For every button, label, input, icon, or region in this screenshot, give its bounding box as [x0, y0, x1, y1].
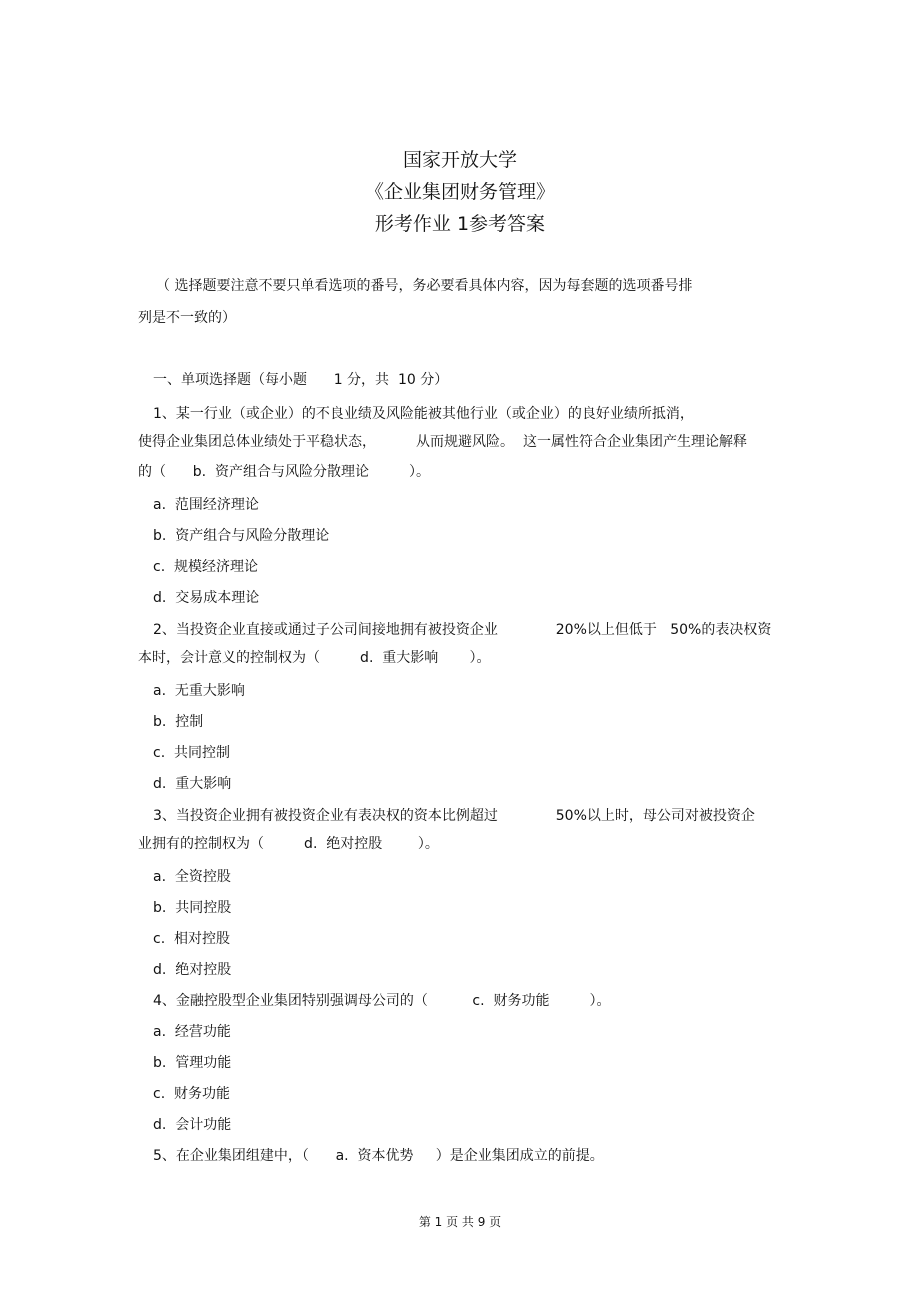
question-4-option-c: c. 财务功能: [153, 1086, 231, 1102]
note-line-2: 列是不一致的）: [138, 310, 236, 326]
question-3-line-2: 业拥有的控制权为（ d. 绝对控股 ）。: [138, 836, 439, 852]
question-1-line-2: 使得企业集团总体业绩处于平稳状态， 从而规避风险。 这一属性符合企业集团产生理论解释: [138, 434, 747, 450]
question-2-option-b: b. 控制: [153, 714, 204, 730]
question-3-option-c: c. 相对控股: [153, 931, 231, 947]
question-2-option-d: d. 重大影响: [153, 776, 232, 792]
question-1-option-b: b. 资产组合与风险分散理论: [153, 528, 330, 544]
question-2-line-1: 2、当投资企业直接或通过子公司间接地拥有被投资企业 20%以上但低于 50%的表决权资: [153, 622, 772, 638]
question-4-option-d: d. 会计功能: [153, 1117, 232, 1133]
question-5-line-1: 5、在企业集团组建中，（ a. 资本优势 ）是企业集团成立的前提。: [153, 1148, 604, 1164]
document-title-course: 《企业集团财务管理》: [364, 181, 555, 203]
question-3-line-1: 3、当投资企业拥有被投资企业有表决权的资本比例超过 50%以上时，母公司对被投资企: [153, 808, 755, 824]
question-4-line-1: 4、金融控股型企业集团特别强调母公司的（ c. 财务功能 ）。: [153, 993, 611, 1009]
page-footer: 第 1 页 共 9 页: [418, 1215, 502, 1229]
question-2-line-2: 本时，会计意义的控制权为（ d. 重大影响 ）。: [138, 650, 491, 666]
question-3-option-a: a. 全资控股: [153, 869, 231, 885]
question-1-line-1: 1、某一行业（或企业）的不良业绩及风险能被其他行业（或企业）的良好业绩所抵消，: [153, 406, 694, 422]
question-1-option-a: a. 范围经济理论: [153, 497, 259, 513]
question-4-option-b: b. 管理功能: [153, 1055, 232, 1071]
question-1-option-d: d. 交易成本理论: [153, 590, 260, 606]
section-heading: 一、单项选择题（每小题 1 分，共 10 分）: [153, 372, 449, 388]
question-3-option-d: d. 绝对控股: [153, 962, 232, 978]
document-title-university: 国家开放大学: [402, 149, 517, 171]
question-1-option-c: c. 规模经济理论: [153, 559, 259, 575]
document-title-assignment: 形考作业 1参考答案: [374, 213, 546, 235]
note-line-1: （ 选择题要注意不要只单看选项的番号，务必要看具体内容，因为每套题的选项番号排: [156, 278, 693, 294]
question-4-option-a: a. 经营功能: [153, 1024, 231, 1040]
question-2-option-c: c. 共同控制: [153, 745, 231, 761]
question-2-option-a: a. 无重大影响: [153, 683, 245, 699]
question-1-line-3: 的（ b. 资产组合与风险分散理论 ）。: [138, 464, 430, 480]
question-3-option-b: b. 共同控股: [153, 900, 232, 916]
